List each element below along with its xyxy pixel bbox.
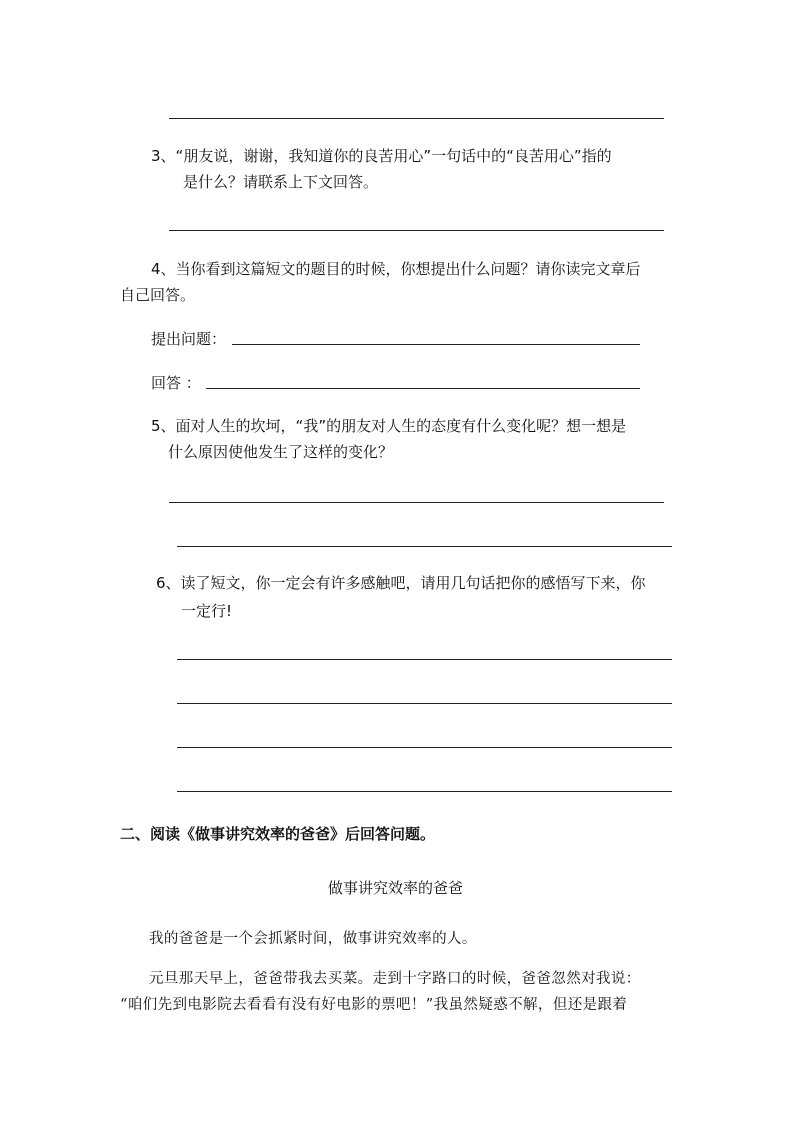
question-3-line-2: 是什么？请联系上下文回答。 bbox=[183, 173, 379, 191]
ask-answer-line[interactable] bbox=[232, 344, 640, 345]
answer-line[interactable] bbox=[177, 703, 672, 704]
answer-line[interactable] bbox=[206, 388, 640, 389]
question-4-ask-label: 提出问题： bbox=[151, 330, 227, 348]
answer-line[interactable] bbox=[177, 791, 672, 792]
question-3-line-1: 3、“朋友说，谢谢，我知道你的良苦用心”一句话中的“良苦用心”指的 bbox=[151, 147, 612, 165]
answer-line[interactable] bbox=[177, 659, 672, 660]
question-6-line-2: 一定行! bbox=[181, 602, 233, 620]
question-4-line-2: 自己回答。 bbox=[120, 286, 196, 304]
answer-line[interactable] bbox=[169, 118, 664, 119]
section-2-heading: 二、阅读《做事讲究效率的爸爸》后回答问题。 bbox=[120, 825, 436, 843]
article-paragraph-1: 我的爸爸是一个会抓紧时间，做事讲究效率的人。 bbox=[149, 931, 477, 947]
question-6-line-1: 6、读了短文，你一定会有许多感触吧，请用几句话把你的感悟写下来，你 bbox=[156, 574, 646, 592]
question-4-answer-label: 回答 ： bbox=[151, 374, 201, 392]
answer-line[interactable] bbox=[177, 546, 672, 547]
question-4-line-1: 4、当你看到这篇短文的题目的时候，你想提出什么问题？请你读完文章后 bbox=[151, 260, 641, 278]
article-title: 做事讲究效率的爸爸 bbox=[328, 879, 464, 897]
answer-line[interactable] bbox=[169, 230, 664, 231]
question-5-line-1: 5、面对人生的坎坷，“我”的朋友对人生的态度有什么变化呢？想一想是 bbox=[151, 417, 627, 435]
article-paragraph-2-line-1: 元旦那天早上，爸爸带我去买菜。走到十字路口的时候，爸爸忽然对我说： bbox=[149, 971, 641, 987]
answer-line[interactable] bbox=[169, 502, 664, 503]
answer-line[interactable] bbox=[177, 747, 672, 748]
question-5-line-2: 什么原因使他发生了这样的变化？ bbox=[168, 443, 394, 461]
article-paragraph-2-line-2: “咱们先到电影院去看看有没有好电影的票吧！”我虽然疑惑不解，但还是跟着 bbox=[120, 997, 628, 1013]
